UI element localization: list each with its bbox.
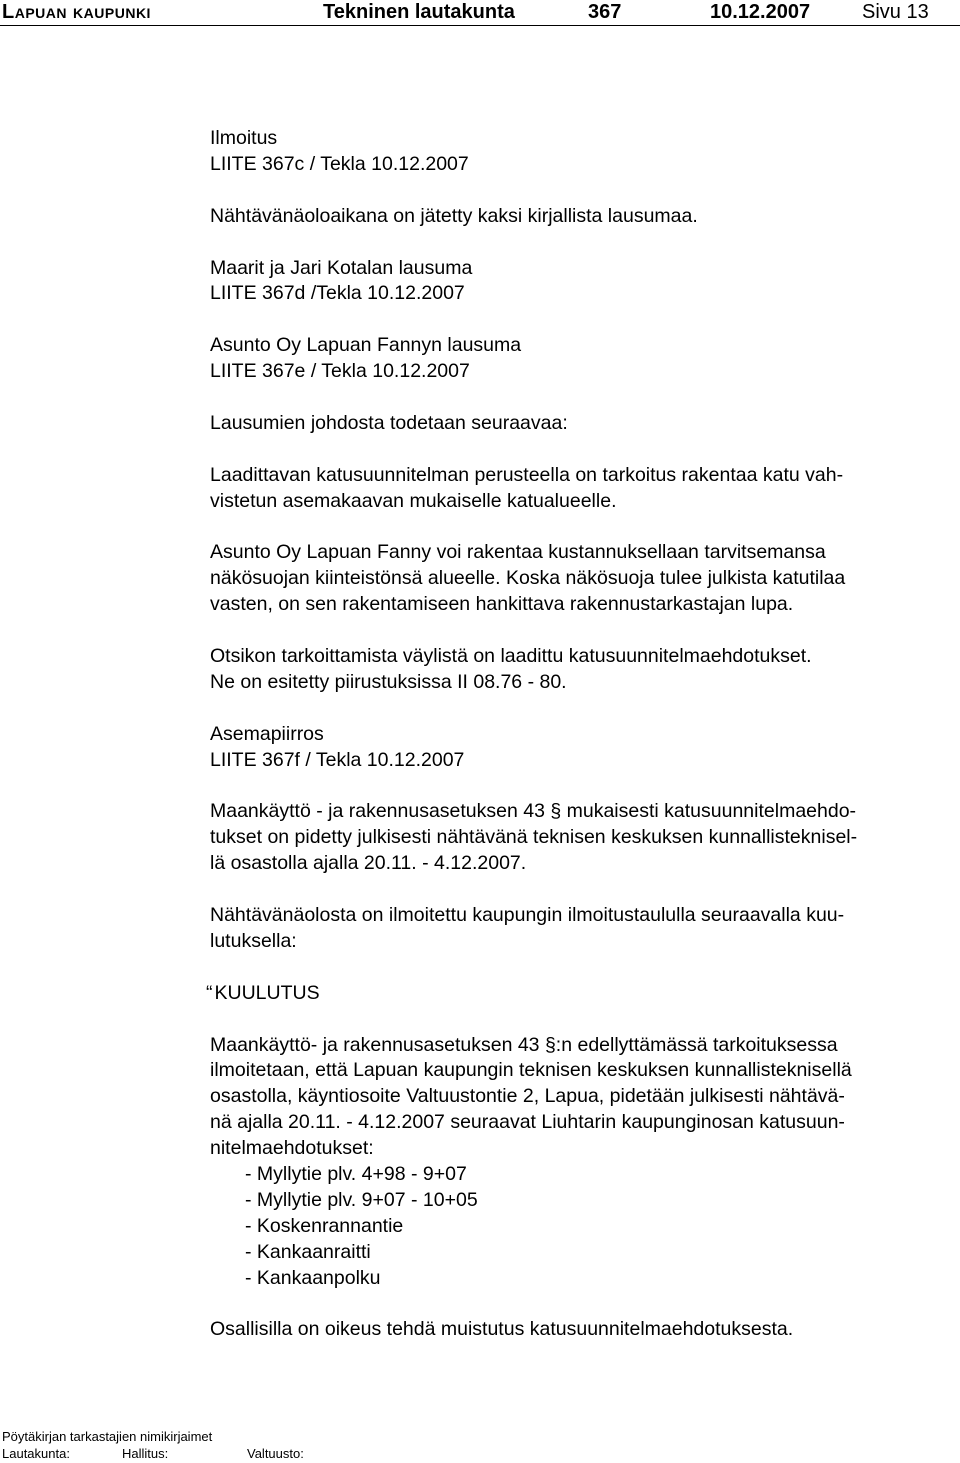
list-item: - Kankaanraitti	[245, 1240, 371, 1263]
paragraph-line: vasten, on sen rakentamiseen hankittava rakennustarkastajan lupa.	[210, 593, 794, 616]
statement-title: Maarit ja Jari Kotalan lausuma	[210, 256, 473, 279]
opening-quote: “	[206, 981, 213, 1004]
paragraph-line: ilmoitetaan, että Lapuan kaupungin teknisen keskuksen kunnallisteknisellä	[210, 1059, 852, 1082]
paragraph-line: Asunto Oy Lapuan Fanny voi rakentaa kustannuksellaan tarvitsemansa	[210, 541, 826, 564]
paragraph-line: Nähtävänäolosta on ilmoitettu kaupungin ilmoitustaululla seuraavalla kuu-	[210, 904, 845, 927]
paragraph-line: näkösuojan kiinteistönsä alueelle. Koska näkösuoja tulee julkista katutilaa	[210, 567, 846, 590]
paragraph-line: nä ajalla 20.11. - 4.12.2007 seuraavat Liuhtarin kaupunginosan katusuun-	[210, 1111, 845, 1134]
announcement-title	[206, 981, 955, 1007]
attachment-reference: LIITE 367c / Tekla 10.12.2007	[210, 152, 469, 175]
list-item: - Koskenrannantie	[245, 1214, 404, 1237]
page-number: Sivu 13	[862, 1, 929, 23]
paragraph-line: Osallisilla on oikeus tehdä muistutus katusuunnitelmaehdotuksesta.	[210, 1318, 794, 1341]
paragraph-line: Ne on esitetty piirustuksissa II 08.76 - 80.	[210, 670, 567, 693]
paragraph-line: nitelmaehdotukset:	[210, 1137, 374, 1160]
statement-title: Asunto Oy Lapuan Fannyn lausuma	[210, 334, 522, 357]
board-signature-label: Lautakunta:	[2, 1446, 70, 1461]
plans-paragraph	[210, 644, 955, 696]
council-signature-label: Valtuusto:	[247, 1446, 304, 1461]
section-number: 367	[588, 1, 622, 23]
paragraph-line: lä osastolla ajalla 20.11. - 4.12.2007.	[210, 852, 527, 875]
meeting-date: 10.12.2007	[710, 1, 811, 23]
notice-block	[210, 126, 955, 178]
signature-row	[2, 1445, 602, 1462]
paragraph-line: Laadittavan katusuunnitelman perusteella on tarkoitus rakentaa katu vah-	[210, 463, 844, 486]
list-item: - Kankaanpolku	[245, 1266, 381, 1289]
paragraph-line: osastolla, käyntiosoite Valtuustontie 2, Lapua, pidetään julkisesti nähtävä-	[210, 1085, 845, 1108]
page-header	[0, 0, 960, 26]
paragraph-line: Lausumien johdosta todetaan seuraavaa:	[210, 411, 568, 434]
board-name: Tekninen lautakunta	[323, 1, 515, 23]
paragraph-line: Otsikon tarkoittamista väylistä on laadittu katusuunnitelmaehdotukset.	[210, 645, 812, 668]
attachment-reference: LIITE 367d /Tekla 10.12.2007	[210, 282, 465, 305]
paragraph-line: Maankäyttö - ja rakennusasetuksen 43 § mukaisesti katusuunnitelmaehdo-	[210, 800, 857, 823]
document-body	[206, 126, 955, 1369]
paragraph-line: vistetun asemakaavan mukaiselle katualueelle.	[210, 489, 617, 512]
notice-heading: Ilmoitus	[210, 127, 278, 149]
announcement-title-block	[206, 981, 955, 1007]
attachment-reference: LIITE 367f / Tekla 10.12.2007	[210, 748, 465, 771]
header-rule	[0, 25, 960, 26]
street-list	[210, 1162, 955, 1292]
announcement-title-text: KUULUTUS	[214, 981, 320, 1004]
paragraph-line: lutuksella:	[210, 929, 297, 952]
response-2	[210, 540, 955, 618]
list-item: - Myllytie plv. 4+98 - 9+07	[245, 1163, 467, 1186]
law-paragraph	[210, 799, 955, 877]
list-item: - Myllytie plv. 9+07 - 10+05	[245, 1188, 478, 1211]
site-plan-heading: Asemapiirros	[210, 722, 324, 745]
page-footer	[2, 1428, 602, 1462]
paragraph-line: tukset on pidetty julkisesti nähtävänä teknisen keskuksen kunnallisteknisel-	[210, 826, 858, 849]
paragraph-line: Nähtävänäoloaikana on jätetty kaksi kirjallista lausumaa.	[210, 204, 698, 227]
paragraph-line: Maankäyttö- ja rakennusasetuksen 43 §:n edellyttämässä tarkoituksessa	[210, 1033, 838, 1056]
statement-intro	[210, 204, 955, 230]
statement-2	[210, 333, 955, 385]
statement-1	[210, 256, 955, 308]
response-intro	[210, 411, 955, 437]
response-1	[210, 463, 955, 515]
organization-name: Lapuan kaupunki	[2, 1, 151, 23]
announcement-intro	[210, 903, 955, 955]
site-plan-block	[210, 722, 955, 774]
closing-paragraph	[210, 1317, 955, 1343]
announcement-body	[210, 1033, 955, 1163]
attachment-reference: LIITE 367e / Tekla 10.12.2007	[210, 360, 470, 383]
signatures-title: Pöytäkirjan tarkastajien nimikirjaimet	[2, 1429, 213, 1444]
government-signature-label: Hallitus:	[122, 1446, 169, 1461]
